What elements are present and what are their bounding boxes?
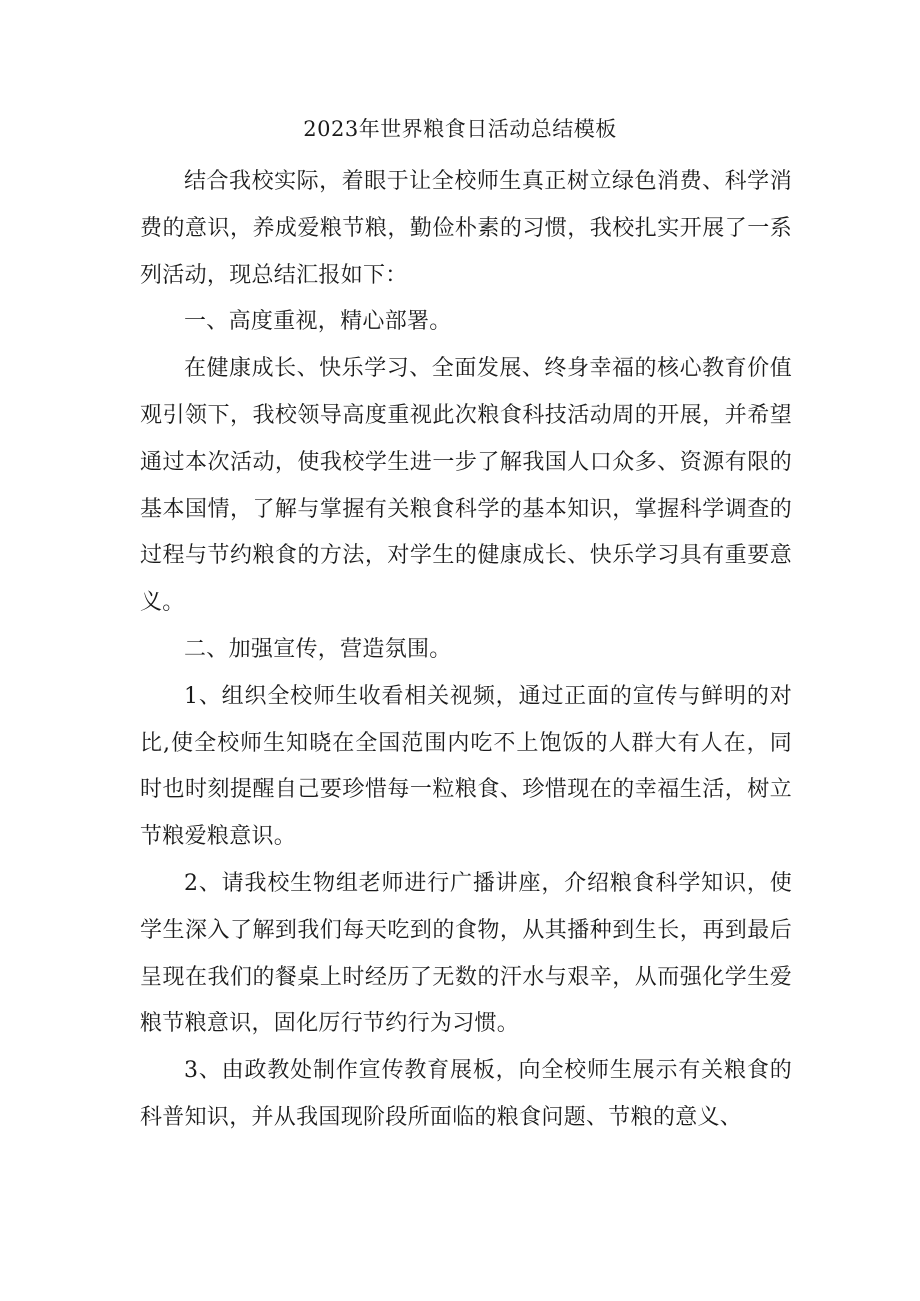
document-body xyxy=(140,159,792,1142)
paragraph-item-1: 1、组织全校师生收看相关视频，通过正面的宣传与鲜明的对比,使全校师生知晓在全国范围内吃不上饱饭的人群大有人在，同时也时刻提醒自己要珍惜每一粒粮食、珍惜现在的幸福生活，树立节粮爱粮意识。 xyxy=(140,683,792,850)
paragraph-item-3: 3、由政教处制作宣传教育展板，向全校师生展示有关粮食的科普知识，并从我国现阶段所面临的粮食问题、节粮的意义、 xyxy=(140,1058,792,1130)
paragraph-intro: 结合我校实际，着眼于让全校师生真正树立绿色消费、科学消费的意识，养成爱粮节粮，勤俭朴素的习惯，我校扎实开展了一系列活动，现总结汇报如下： xyxy=(140,169,792,288)
paragraph-section-1: 在健康成长、快乐学习、全面发展、终身幸福的核心教育价值观引领下，我校领导高度重视此次粮食科技活动周的开展，并希望通过本次活动，使我校学生进一步了解我国人口众多、资源有限的基本国情，了解与掌握有关粮食科学的基本知识，掌握科学调查的过程与节约粮食的方法，对学生的健康成长、快乐学习具有重要意义。 xyxy=(140,356,792,616)
section-heading-2: 二、加强宣传，营造氛围。 xyxy=(184,636,452,662)
section-heading-1: 一、高度重视，精心部署。 xyxy=(184,309,452,335)
document-title: 2023年世界粮食日活动总结模板 xyxy=(303,117,617,141)
paragraph-item-2: 2、请我校生物组老师进行广播讲座，介绍粮食科学知识，使学生深入了解到我们每天吃到的食物，从其播种到生长，再到最后呈现在我们的餐桌上时经历了无数的汗水与艰辛，从而强化学生爱粮节粮意识，固化厉行节约行为习惯。 xyxy=(140,870,792,1037)
